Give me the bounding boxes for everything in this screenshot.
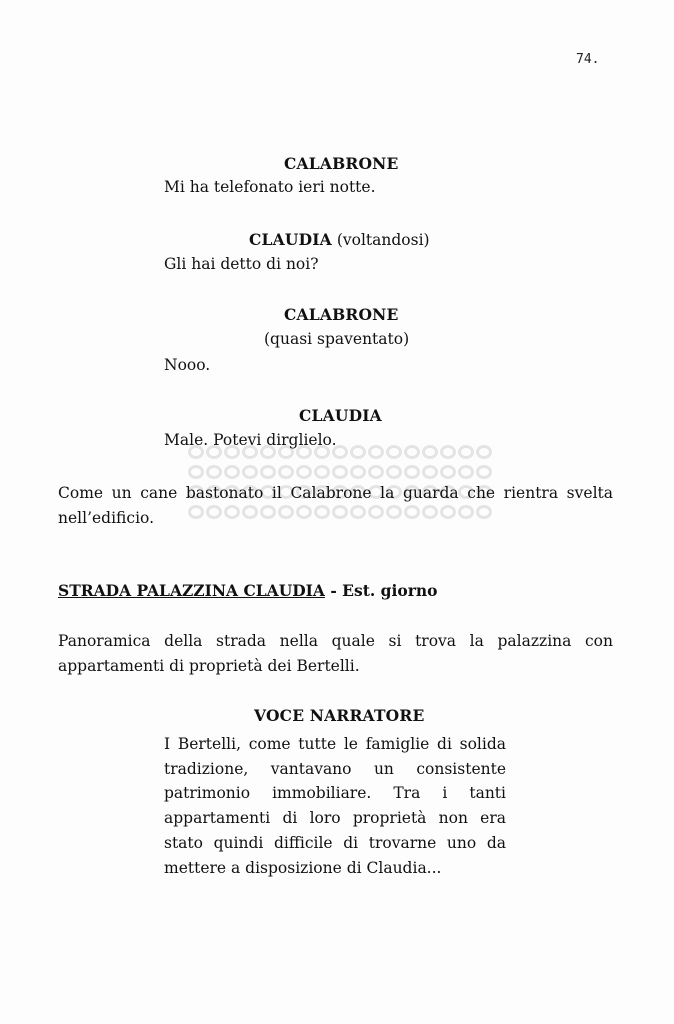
character-name-calabrone: CALABRONE bbox=[284, 154, 399, 173]
character-name-narrator: VOCE NARRATORE bbox=[254, 706, 425, 725]
dialogue-line: Mi ha telefonato ieri notte. bbox=[164, 178, 376, 196]
character-name-claudia: CLAUDIA bbox=[249, 230, 332, 249]
character-name-claudia: CLAUDIA bbox=[299, 406, 382, 425]
dialogue-line: Gli hai detto di noi? bbox=[164, 255, 319, 273]
narration-line: I Bertelli, come tutte le famiglie di solida tradizione, vantavano un consistente patrimonio immobiliare. Tra i tanti appartamenti di loro proprietà non era stato quindi difficile di trovarne uno da mettere a disposizione di Claudia... bbox=[164, 735, 506, 877]
action-paragraph: Come un cane bastonato il Calabrone la guarda che rientra svelta nell’edificio. bbox=[58, 484, 613, 527]
dialogue-line: Male. Potevi dirglielo. bbox=[164, 431, 337, 449]
dialogue-line: Nooo. bbox=[164, 356, 211, 374]
stage-direction: (voltandosi) bbox=[336, 231, 430, 249]
scene-location: STRADA PALAZZINA CLAUDIA bbox=[58, 581, 325, 600]
character-cue-claudia bbox=[249, 230, 430, 249]
scene-time: - Est. giorno bbox=[324, 581, 438, 600]
action-paragraph: Panoramica della strada nella quale si trova la palazzina con appartamenti di proprietà dei Bertelli. bbox=[58, 632, 613, 675]
character-name-calabrone: CALABRONE bbox=[284, 305, 399, 324]
scene-heading bbox=[58, 581, 438, 600]
stage-direction: (quasi spaventato) bbox=[264, 330, 410, 348]
page-number: 74. bbox=[576, 52, 600, 67]
